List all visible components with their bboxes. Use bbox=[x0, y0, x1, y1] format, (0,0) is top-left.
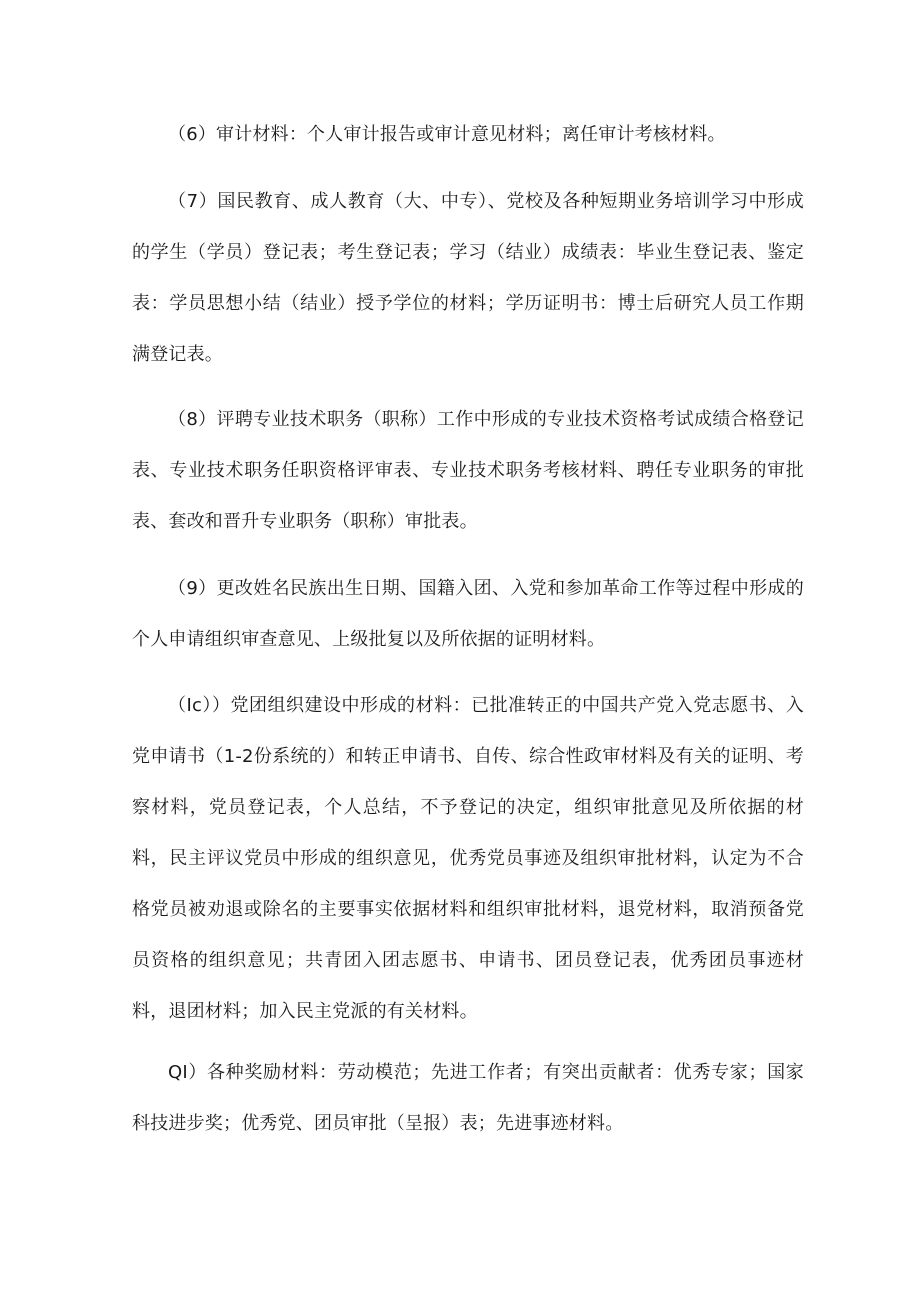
paragraph-education-materials: （7）国民教育、成人教育（大、中专）、党校及各种短期业务培训学习中形成的学生（学员）登记表；考生登记表；学习（结业）成绩表：毕业生登记表、鉴定表：学员思想小结（结业）授予学位的材料；学历证明书：博士后研究人员工作期满登记表。 bbox=[132, 191, 804, 365]
paragraph-professional-title-materials: （8）评聘专业技术职务（职称）工作中形成的专业技术资格考试成绩合格登记表、专业技术职务任职资格评审表、专业技术职务考核材料、聘任专业职务的审批表、套改和晋升专业职务（职称）审批表。 bbox=[132, 409, 804, 532]
paragraph-award-materials: QI）各种奖励材料：劳动模范；先进工作者；有突出贡献者：优秀专家；国家科技进步奖；优秀党、团员审批（呈报）表；先进事迹材料。 bbox=[132, 1062, 804, 1134]
paragraph-personal-info-change-materials: （9）更改姓名民族出生日期、国籍入团、入党和参加革命工作等过程中形成的个人申请组织审查意见、上级批复以及所依据的证明材料。 bbox=[132, 578, 804, 650]
paragraph-audit-materials: （6）审计材料：个人审计报告或审计意见材料；离任审计考核材料。 bbox=[168, 124, 726, 145]
paragraph-party-organization-materials: （Ic））党团组织建设中形成的材料：已批准转正的中国共产党入党志愿书、入党申请书（1-2份系统的）和转正申请书、自传、综合性政审材料及有关的证明、考察材料，党员登记表，个人总结，不予登记的决定，组织审批意见及所依据的材料，民主评议党员中形成的组织意见，优秀党员事迹及组织审批材料，认定为不合格党员被劝退或除名的主要事实依据材料和组织审批材料，退党材料，取消预备党员资格的组织意见；共青团入团志愿书、申请书、团员登记表，优秀团员事迹材料，退团材料；加入民主党派的有关材料。 bbox=[132, 695, 804, 1022]
